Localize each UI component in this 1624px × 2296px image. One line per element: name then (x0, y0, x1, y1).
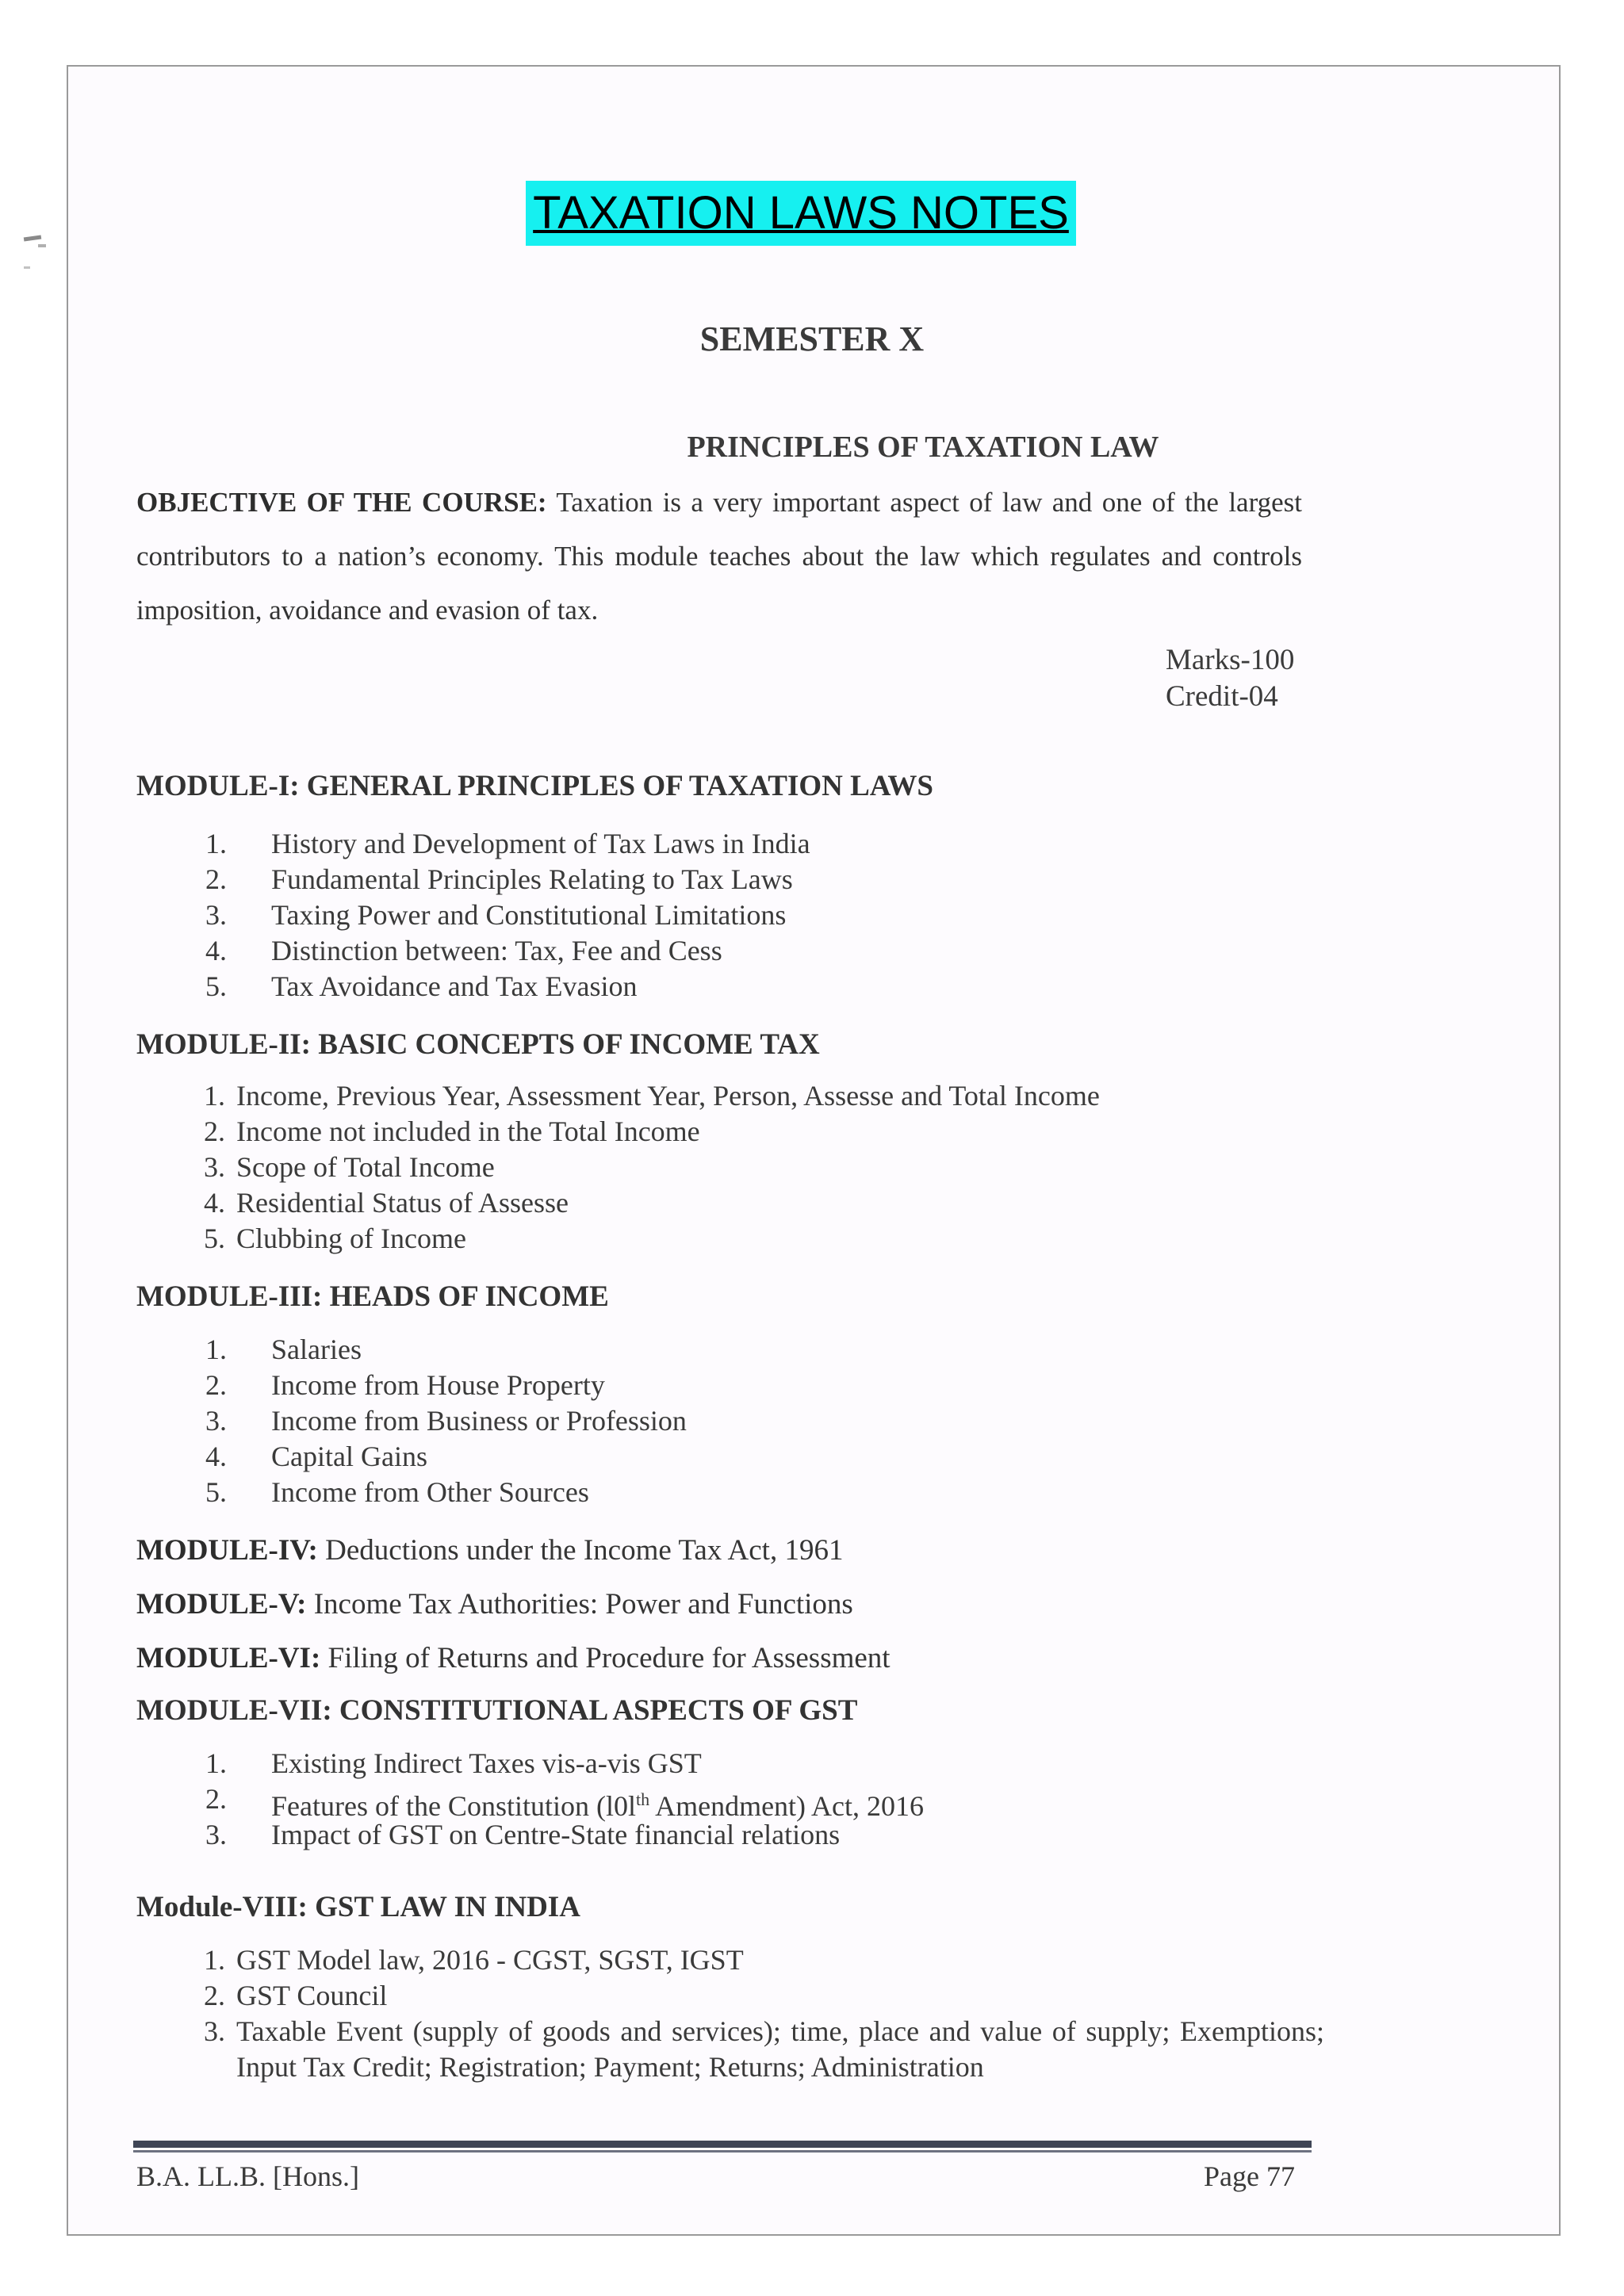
module-5-text: Income Tax Authorities: Power and Functions (306, 1588, 853, 1621)
module-8-label: Module-VIII (136, 1891, 298, 1923)
course-title: PRINCIPLES OF TAXATION LAW (687, 430, 1159, 464)
page-number: Page 77 (1204, 2160, 1295, 2192)
page-title: TAXATION LAWS NOTES (526, 181, 1076, 246)
scan-artifact (38, 244, 46, 247)
module-8-heading (136, 1890, 580, 1924)
objective-label: OBJECTIVE OF THE COURSE: (136, 487, 547, 518)
module-8-list (187, 1942, 1324, 2085)
module-5-line (136, 1587, 853, 1621)
list-item: 1. GST Model law, 2016 - CGST, SGST, IGST (204, 1944, 744, 1976)
module-6-line (136, 1641, 891, 1675)
module-7-heading: MODULE-VII: CONSTITUTIONAL ASPECTS OF GST (136, 1694, 858, 1727)
marks-value: Marks-100 (1166, 644, 1295, 676)
module-6-label: MODULE-VI: (136, 1642, 321, 1674)
module-5-label: MODULE-V: (136, 1588, 307, 1621)
scan-artifact (24, 266, 30, 269)
footer-divider (133, 2141, 1312, 2148)
scan-artifact (24, 235, 41, 241)
module-4-text: Deductions under the Income Tax Act, 1961 (317, 1534, 844, 1567)
module-3-heading: MODULE-III: HEADS OF INCOME (136, 1280, 609, 1313)
semester-heading: SEMESTER X (699, 320, 925, 358)
credit-value: Credit-04 (1166, 680, 1278, 713)
objective-text: Taxation is a very important aspect of law and one of the largest contributors to a nation’s economy. This module teaches about the law which regulates and controls imposition, avoidance and evasion of tax. (136, 487, 1302, 626)
module-4-label: MODULE-IV: (136, 1534, 318, 1567)
module-8-title: : GST LAW IN INDIA (297, 1891, 580, 1923)
module-1-heading: MODULE-I: GENERAL PRINCIPLES OF TAXATION LAWS (136, 770, 933, 802)
marks-credit-block (1166, 642, 1294, 715)
module-2-heading: MODULE-II: BASIC CONCEPTS OF INCOME TAX (136, 1028, 820, 1061)
list-item: 2. GST Council (204, 1980, 388, 2011)
footer-program: B.A. LL.B. [Hons.] (136, 2160, 359, 2192)
module-4-line (136, 1533, 843, 1567)
footer-divider-thin (133, 2150, 1312, 2152)
module-6-text: Filing of Returns and Procedure for Assessment (320, 1642, 891, 1674)
course-objective (136, 476, 1302, 637)
list-item: 3. Taxable Event (supply of goods and services); time, place and value of supply; Exemptions; Input Tax Credit; Registration; Payment; Returns; Administration (204, 2015, 1324, 2083)
